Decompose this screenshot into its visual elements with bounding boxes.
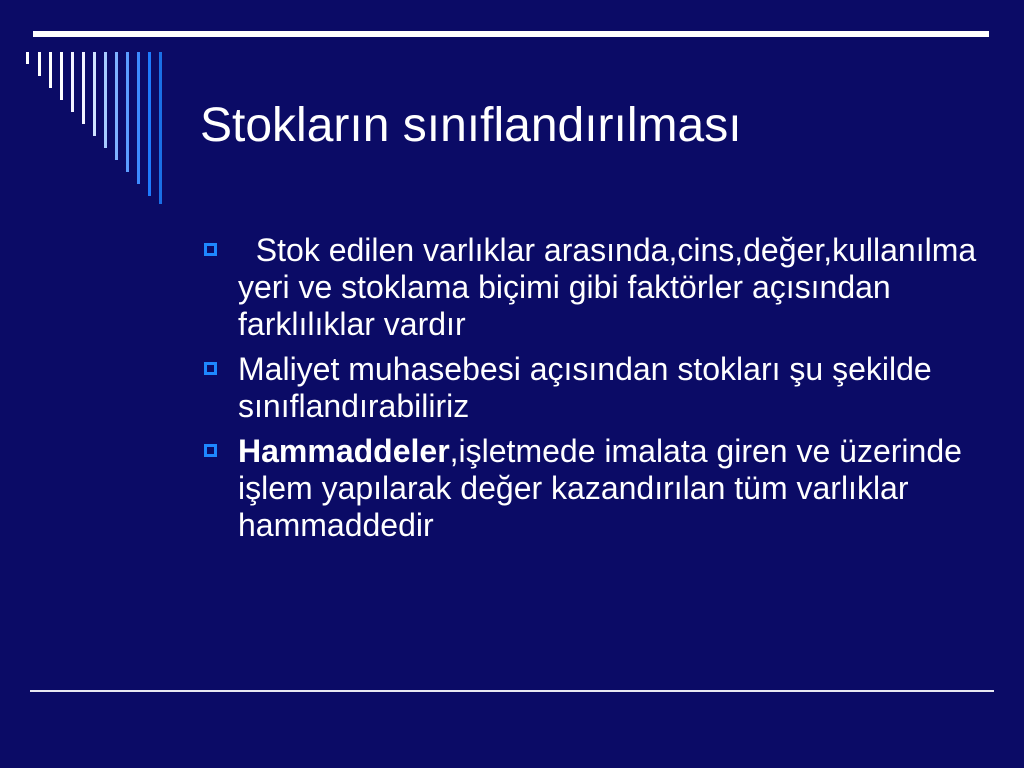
bullet-list xyxy=(198,232,978,552)
bullet-body-text: ,işletmede imalata giren ve üzerinde işlem yapılarak değer kazandırılan tüm varlıklar hammaddedir xyxy=(238,433,962,543)
vertical-stripes-decoration xyxy=(26,52,166,212)
stripe xyxy=(38,52,41,76)
stripe xyxy=(159,52,162,204)
bullet-text xyxy=(238,351,978,425)
stripe xyxy=(93,52,96,136)
stripe xyxy=(137,52,140,184)
bullet-body-text: Stok edilen varlıklar arasında,cins,değer,kullanılma yeri ve stoklama biçimi gibi faktörler açısından farklılıklar vardır xyxy=(238,232,977,342)
stripe xyxy=(104,52,107,148)
bullet-text xyxy=(238,433,978,544)
top-divider-line xyxy=(33,31,989,37)
bullet-item xyxy=(198,433,978,544)
bullet-lead-space xyxy=(238,232,256,268)
bullet-text xyxy=(238,232,978,343)
stripe xyxy=(26,52,29,64)
hollow-square-bullet-icon xyxy=(204,362,217,375)
stripe xyxy=(82,52,85,124)
stripe xyxy=(60,52,63,100)
stripe xyxy=(126,52,129,172)
bullet-item xyxy=(198,351,978,425)
hollow-square-bullet-icon xyxy=(204,444,217,457)
bottom-divider-line xyxy=(30,690,994,692)
bullet-item xyxy=(198,232,978,343)
hollow-square-bullet-icon xyxy=(204,243,217,256)
bullet-body-text: Maliyet muhasebesi açısından stokları şu şekilde sınıflandırabiliriz xyxy=(238,351,932,424)
slide-title: Stokların sınıflandırılması xyxy=(200,99,742,152)
stripe xyxy=(49,52,52,88)
stripe xyxy=(71,52,74,112)
stripe xyxy=(148,52,151,196)
stripe xyxy=(115,52,118,160)
bullet-bold-text: Hammaddeler xyxy=(238,433,450,469)
